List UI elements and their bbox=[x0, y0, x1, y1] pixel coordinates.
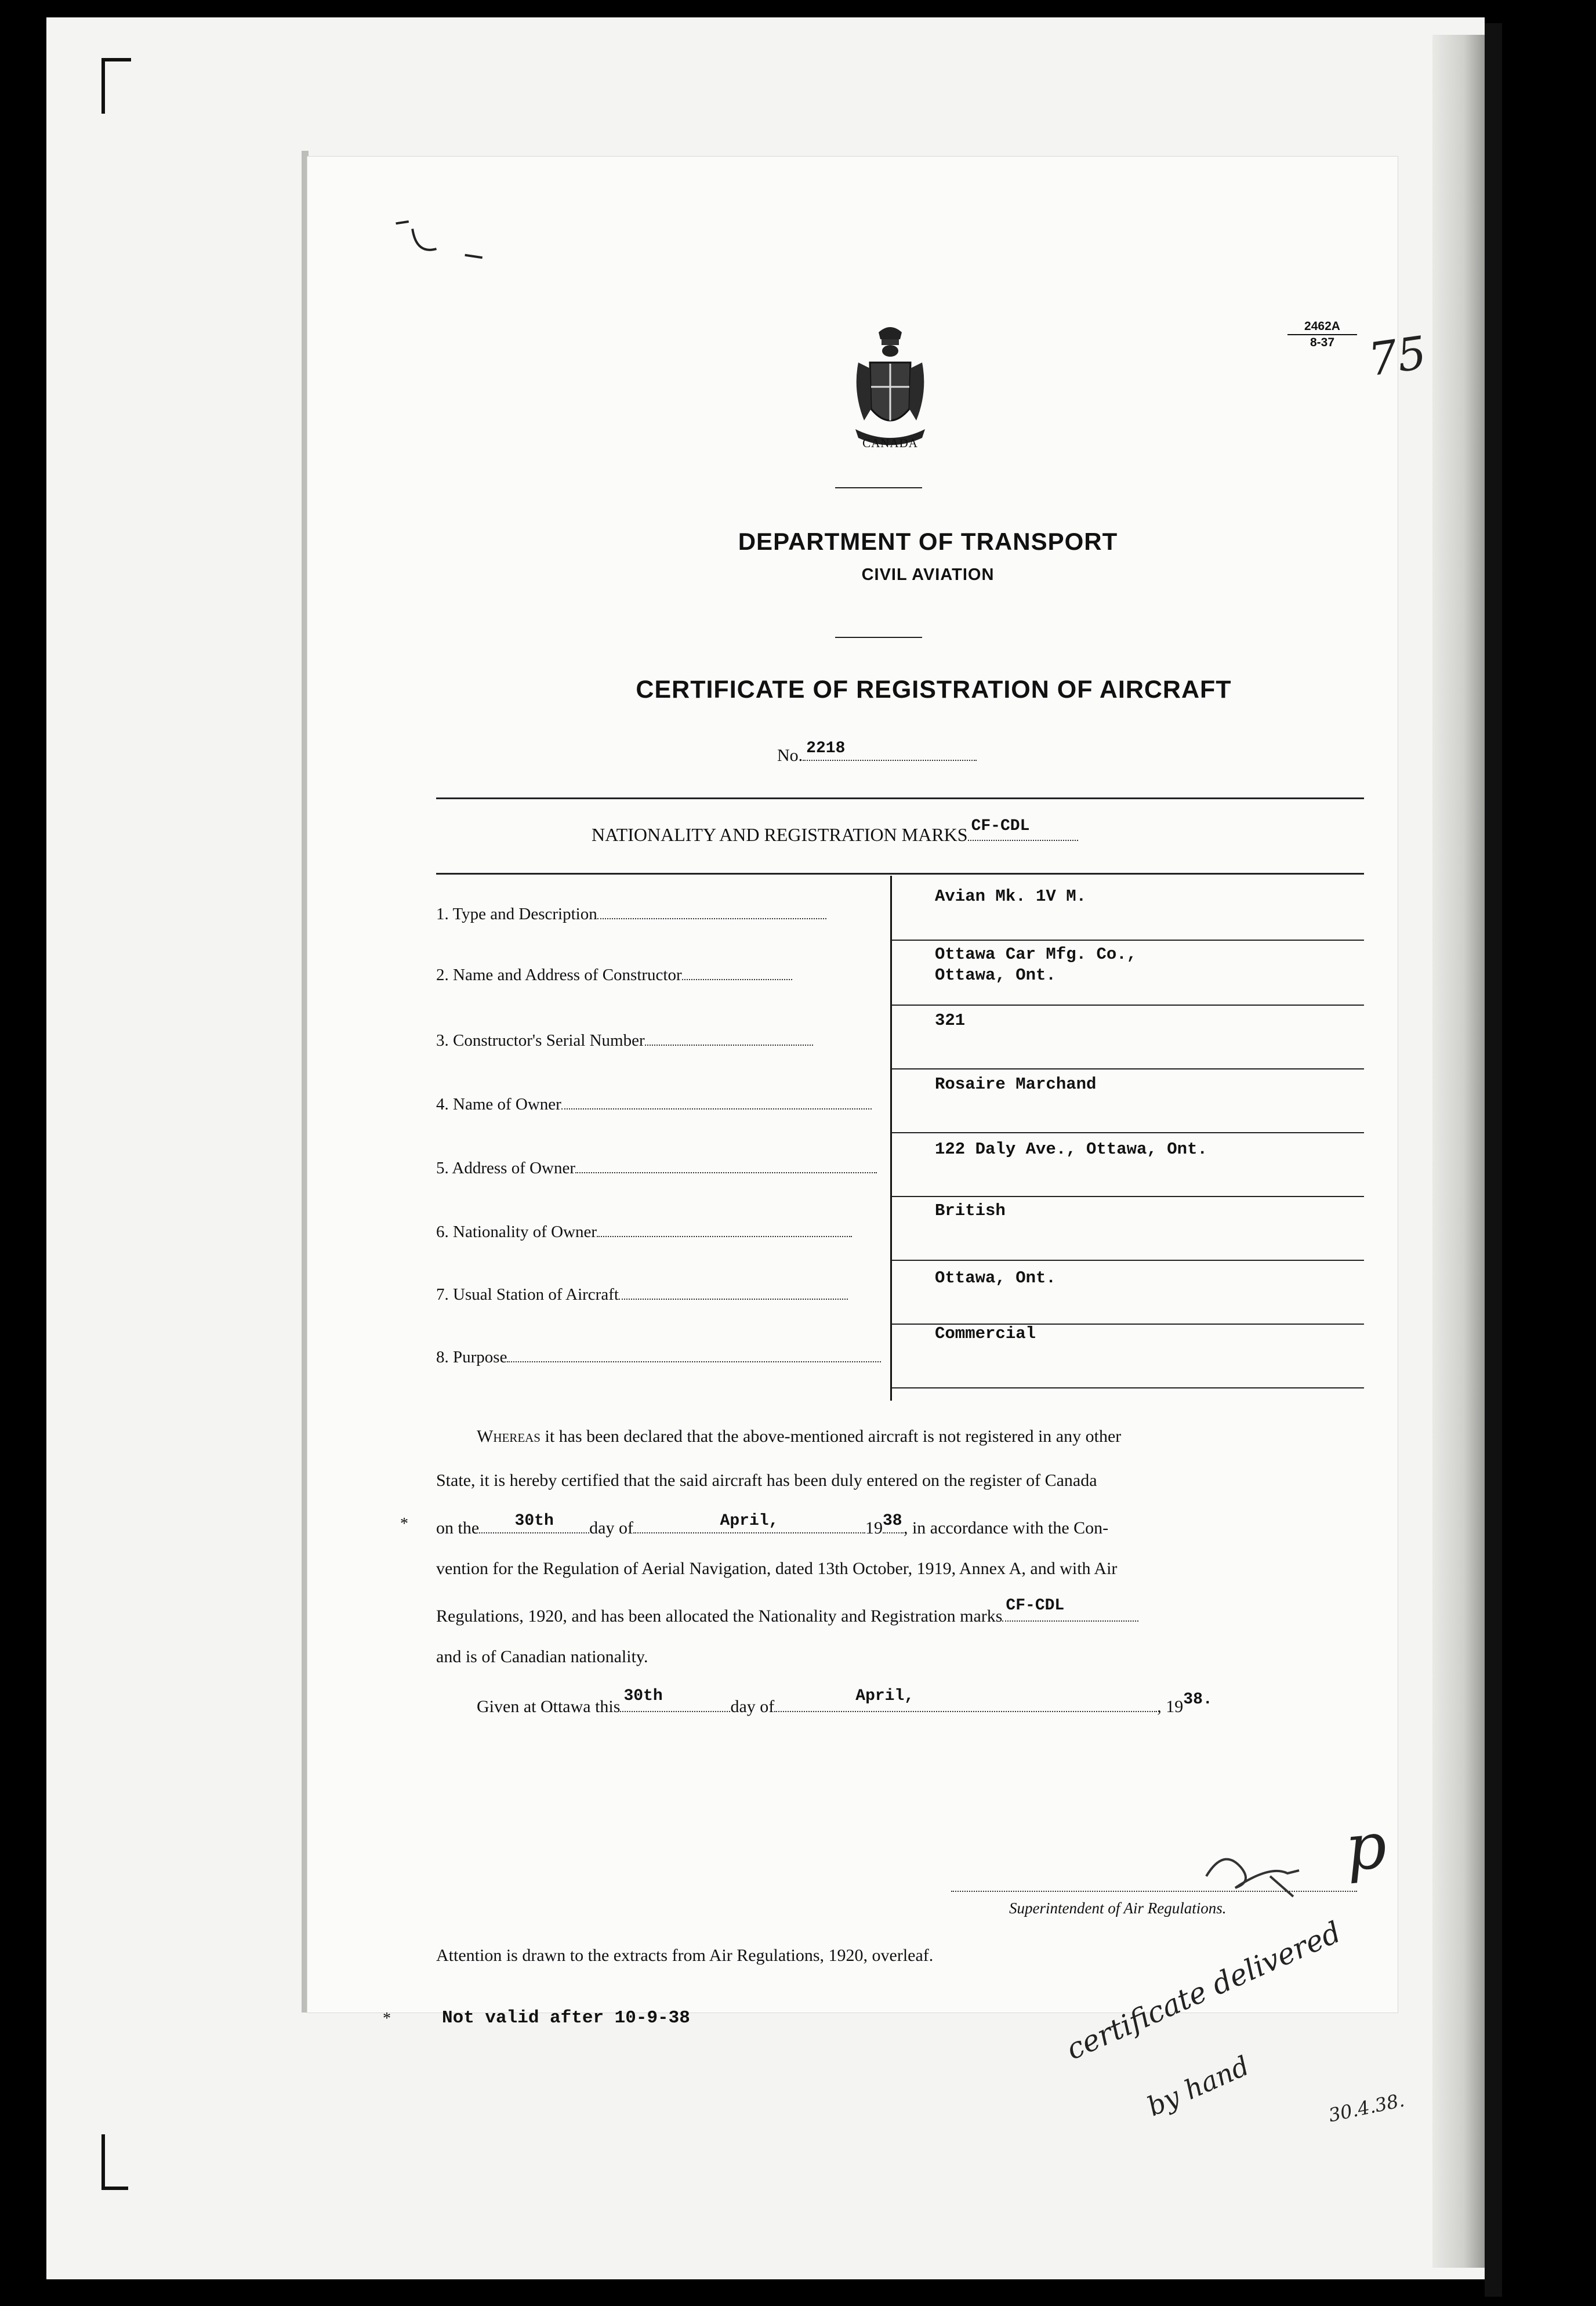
entry-label: 5. Address of Owner bbox=[436, 1159, 894, 1178]
entry-value: British bbox=[935, 1201, 1006, 1220]
declaration-text-1: it has been declared that the above-mentioned aircraft is not registered in any other bbox=[545, 1427, 1122, 1446]
certificate-number-row bbox=[777, 739, 977, 766]
table-row bbox=[436, 1068, 1364, 1132]
page-edge-shadow bbox=[1432, 35, 1485, 2268]
table-row bbox=[436, 1324, 1364, 1387]
validity-note: Not valid after 10-9-38 bbox=[442, 2008, 690, 2028]
nationality-marks-value: CF-CDL bbox=[971, 817, 1030, 835]
department-title: DEPARTMENT OF TRANSPORT bbox=[738, 528, 1118, 555]
entry-value: Ottawa Car Mfg. Co., Ottawa, Ont. bbox=[935, 945, 1137, 985]
declaration-whereas: Whereas bbox=[477, 1427, 541, 1446]
certificate-document bbox=[307, 157, 1406, 2127]
coat-of-arms-icon bbox=[847, 322, 934, 455]
form-number-date: 8-37 bbox=[1310, 336, 1335, 349]
signature-caption: Superintendent of Air Regulations. bbox=[1009, 1899, 1227, 1917]
table-row bbox=[436, 1005, 1364, 1068]
film-edge bbox=[1485, 23, 1502, 2297]
signature-icon bbox=[1200, 1841, 1316, 1905]
declaration-line-2: State, it is hereby certified that the said aircraft has been duly entered on the register of Canada bbox=[436, 1471, 1097, 1490]
given-at-line: Given at Ottawa this 30th day of April, , 19 38. bbox=[477, 1694, 1224, 1717]
entry-label: 1. Type and Description bbox=[436, 905, 894, 924]
handwritten-note-line-1: certificate delivered bbox=[1061, 1915, 1346, 2066]
nationality-marks-field bbox=[968, 817, 1078, 841]
declaration-marks: CF-CDL bbox=[1006, 1597, 1065, 1615]
entry-value: Commercial bbox=[935, 1324, 1036, 1343]
crop-mark-top-left bbox=[101, 58, 131, 114]
form-number-code: 2462A bbox=[1287, 319, 1357, 335]
entry-label: 4. Name of Owner bbox=[436, 1095, 894, 1114]
division-title: CIVIL AVIATION bbox=[861, 565, 995, 584]
entry-label: 6. Nationality of Owner bbox=[436, 1223, 894, 1242]
entry-value: Ottawa, Ont. bbox=[935, 1268, 1056, 1288]
declaration-line-4: vention for the Regulation of Aerial Navigation, dated 13th October, 1919, Annex A, and with Air bbox=[436, 1559, 1118, 1578]
crest-country-label: CANADA bbox=[862, 436, 918, 450]
star-marker: * bbox=[400, 1515, 408, 1533]
handwritten-note-line-2: by hand bbox=[1142, 2050, 1254, 2123]
footnote-star: * bbox=[383, 2010, 391, 2028]
certificate-title: CERTIFICATE OF REGISTRATION OF AIRCRAFT bbox=[636, 676, 1232, 704]
given-day: 30th bbox=[623, 1687, 663, 1705]
declaration-line-6: and is of Canadian nationality. bbox=[436, 1647, 648, 1666]
entry-value: Rosaire Marchand bbox=[935, 1075, 1097, 1094]
attention-note: Attention is drawn to the extracts from Air Regulations, 1920, overleaf. bbox=[436, 1946, 934, 1965]
handwritten-letter: p bbox=[1342, 1808, 1390, 1886]
entry-label: 3. Constructor's Serial Number bbox=[436, 1031, 894, 1050]
certificate-number-value: 2218 bbox=[806, 739, 846, 757]
table-row bbox=[436, 940, 1364, 1003]
certificate-number-field bbox=[803, 739, 977, 761]
given-year: 38. bbox=[1183, 1691, 1213, 1709]
nationality-marks-label: NATIONALITY AND REGISTRATION MARKS bbox=[592, 824, 968, 845]
handwritten-page-number: 75 bbox=[1365, 327, 1430, 387]
handwritten-initials-date: 30.4.38. bbox=[1326, 2089, 1406, 2127]
crop-mark-bottom-left bbox=[101, 2134, 128, 2190]
declaration-line-3: on the 30th day of April, 19 38 , in accordance with the Con- bbox=[436, 1512, 1109, 1538]
certificate-number-label: No. bbox=[777, 746, 803, 765]
table-row bbox=[436, 1260, 1364, 1324]
divider-1 bbox=[835, 487, 922, 488]
entry-value: 122 Daly Ave., Ottawa, Ont. bbox=[935, 1140, 1207, 1159]
table-row bbox=[436, 1132, 1364, 1196]
row-divider bbox=[891, 1387, 1364, 1388]
declaration-day: 30th bbox=[514, 1512, 554, 1530]
entry-value: Avian Mk. 1V M. bbox=[935, 887, 1087, 906]
signature-line bbox=[951, 1891, 1357, 1892]
table-row bbox=[436, 1196, 1364, 1260]
form-number bbox=[1287, 319, 1357, 350]
entry-label: 2. Name and Address of Constructor bbox=[436, 966, 894, 985]
table-row bbox=[436, 876, 1364, 940]
declaration-year: 38 bbox=[882, 1512, 902, 1530]
divider-2 bbox=[835, 637, 922, 638]
declaration-line-1 bbox=[477, 1427, 1121, 1446]
entry-label: 7. Usual Station of Aircraft bbox=[436, 1285, 894, 1304]
table-header-rule bbox=[436, 873, 1364, 875]
nationality-marks-row bbox=[592, 817, 1078, 846]
table-top-rule bbox=[436, 797, 1364, 799]
declaration-month: April, bbox=[720, 1512, 779, 1530]
entry-value: 321 bbox=[935, 1011, 966, 1030]
given-month: April, bbox=[855, 1687, 915, 1705]
declaration-line-5: Regulations, 1920, and has been allocated the Nationality and Registration marks CF-CDL bbox=[436, 1603, 1138, 1626]
entry-label: 8. Purpose bbox=[436, 1348, 894, 1367]
